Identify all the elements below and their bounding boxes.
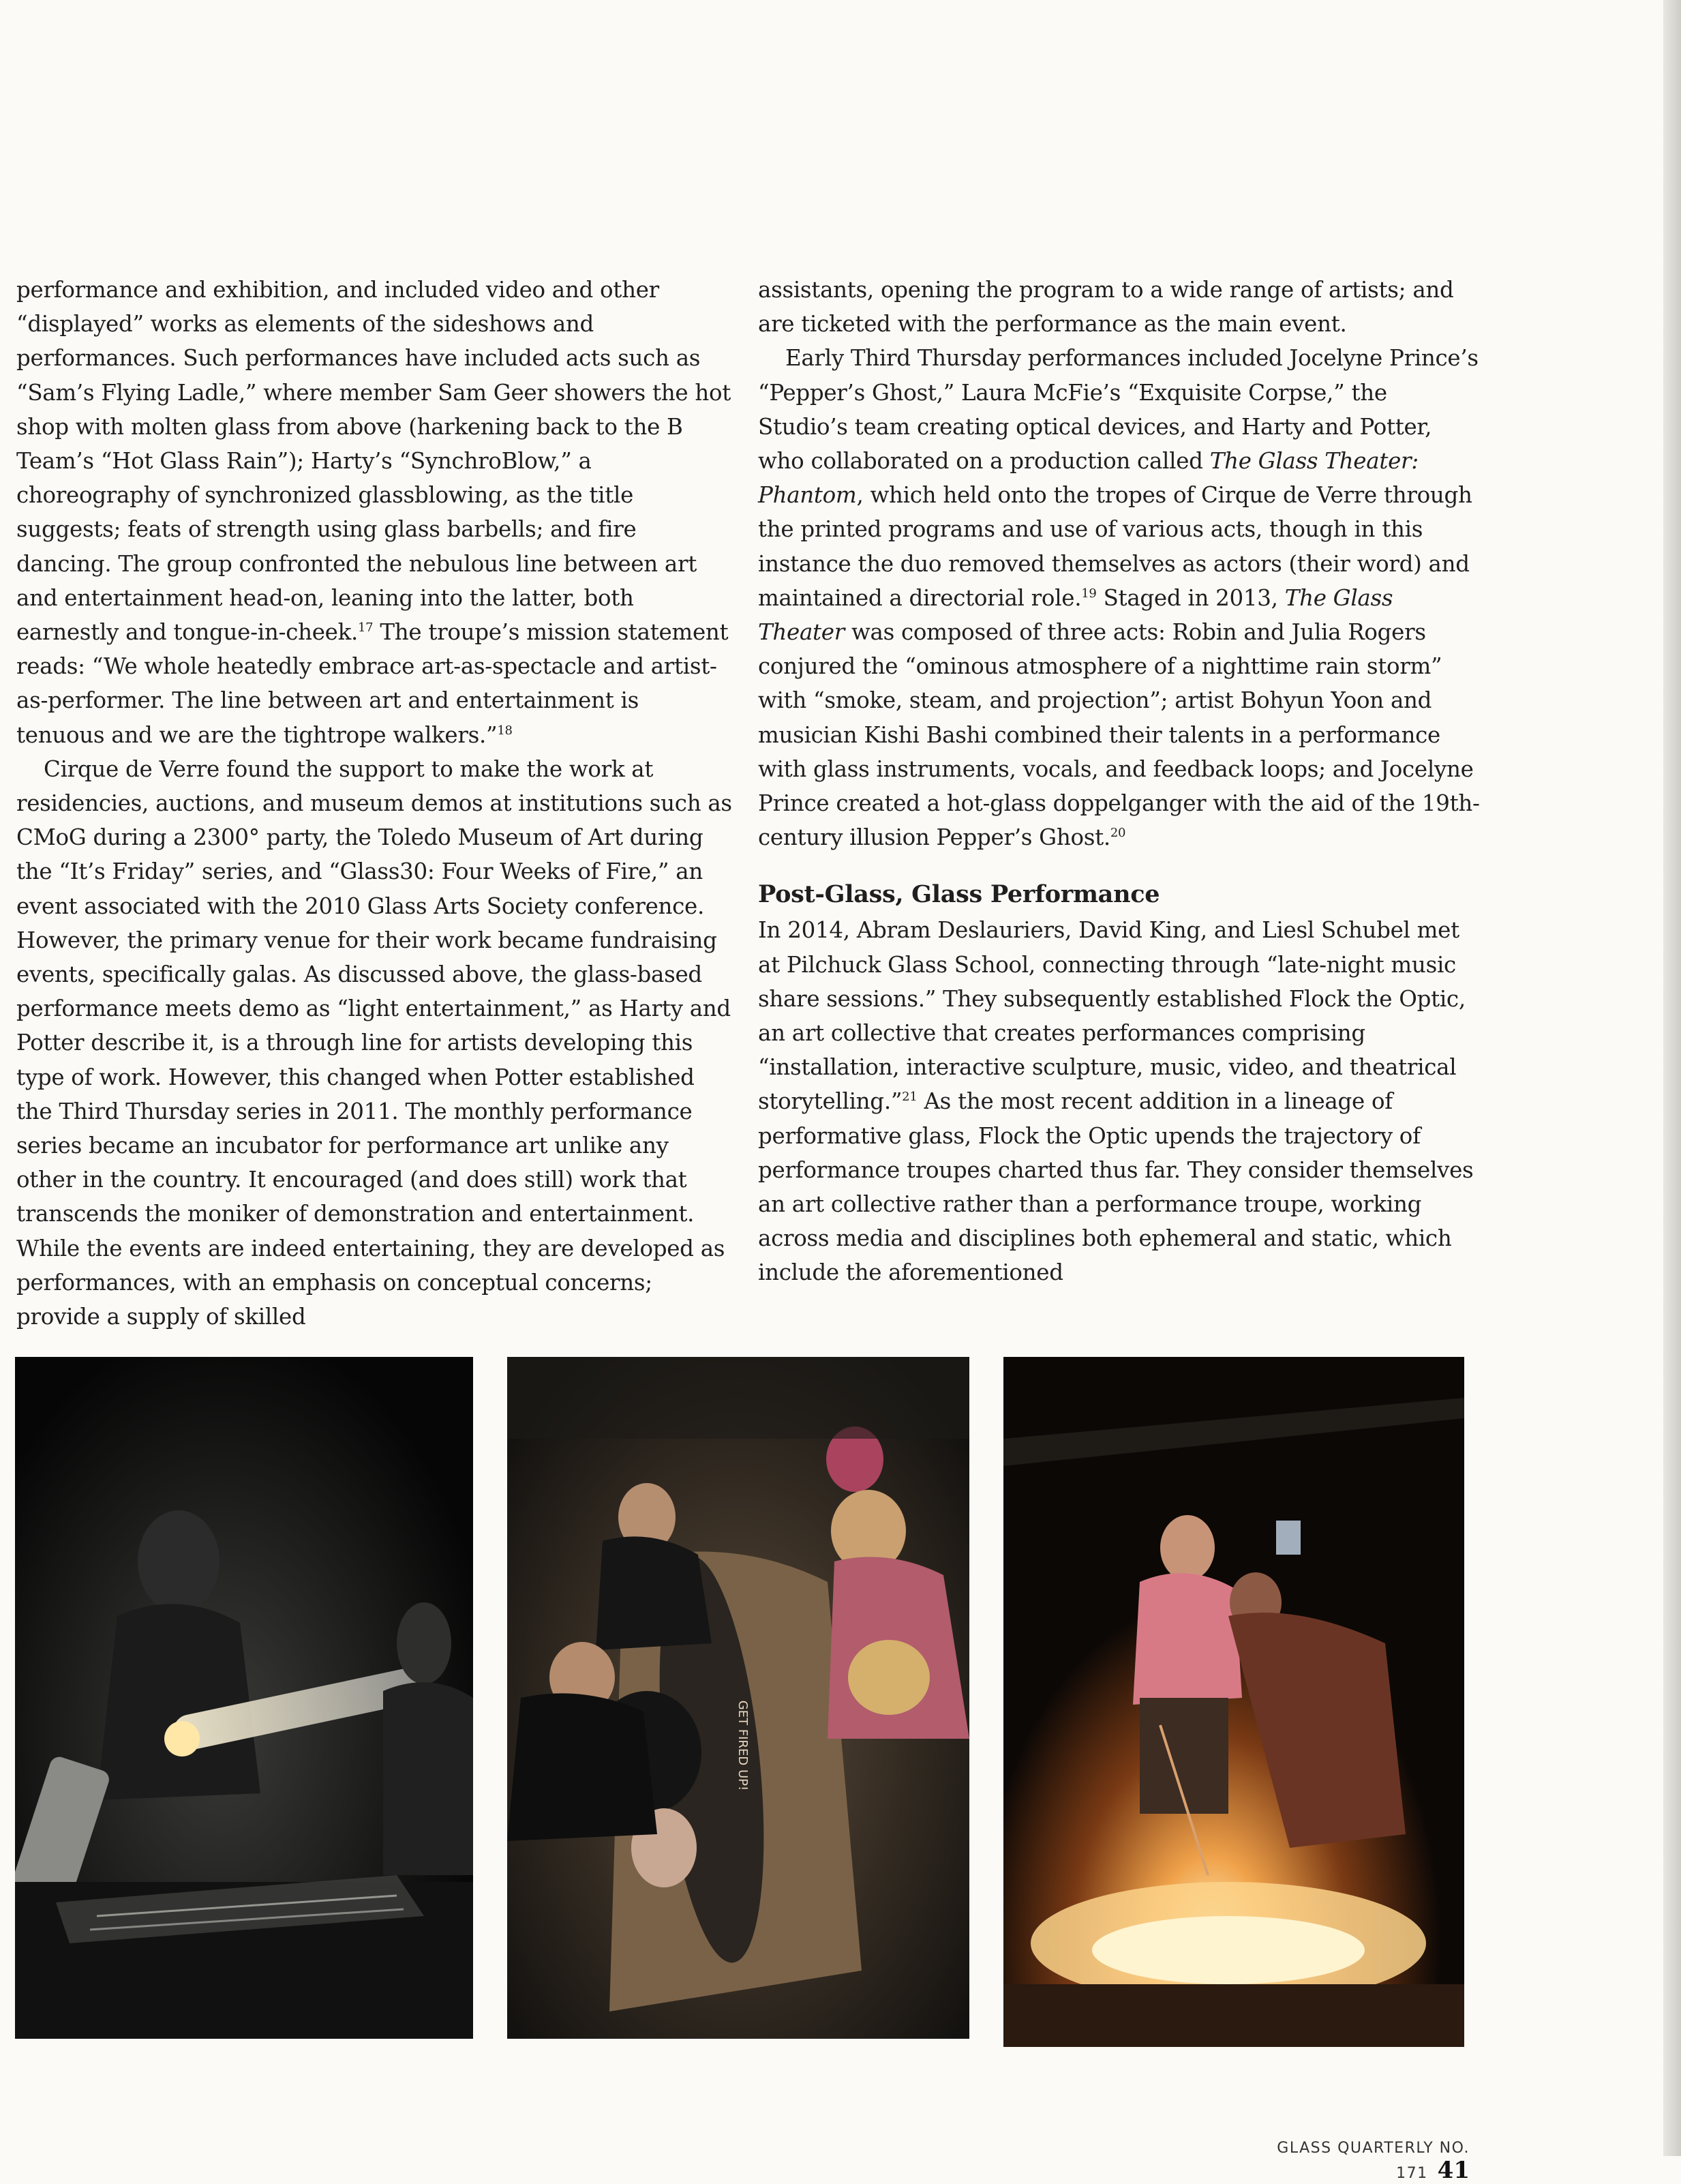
text-run: was composed of three acts: Robin and Julia Rogers conjured the “ominous atmosphere of a nighttime rain storm” with “smoke, steam, and projection”; artist Bohyun Yoon and musician Kishi Bashi combined their talents in a performance with glass instruments, vocals, and feedback loops; and Jocelyne Prince created a hot-glass doppelganger with the aid of the 19th-century illusion Pepper’s Ghost. (758, 619, 1480, 851)
footnote-ref: 20 (1110, 826, 1126, 841)
footnote-ref: 17 (358, 620, 374, 635)
work-title: The Glass Theater: Phantom (758, 448, 1419, 509)
work-title: The Glass Theater (758, 584, 1393, 646)
text-run: Early Third Thursday performances included Jocelyne Prince’s “Pepper’s Ghost,” Laura McFie’s “Exquisite Corpse,” the Studio’s team creating optical devices, and Harty and Potter, who collaborated on a production called (758, 345, 1479, 475)
shirt-print: GET FIRED UP! (736, 1700, 750, 1791)
section-heading: Post-Glass, Glass Performance (758, 880, 1160, 909)
article-column-left (16, 273, 732, 1334)
page-number: 41 (1437, 2157, 1470, 2184)
text-run: In 2014, Abram Deslauriers, David King, and Liesl Schubel met at Pilchuck Glass School, connecting through “late-night music share sessions.” They subsequently established Flock the Optic, an art collective that creates performances comprising “installation, interactive sculpture, music, video, and theatrical storytelling.” (758, 917, 1466, 1115)
photo-illustration (507, 1357, 969, 2039)
footnote-ref: 18 (497, 723, 513, 738)
text-run: Staged in 2013, (1096, 584, 1285, 611)
photo-group-sand-performance (507, 1357, 969, 2039)
paragraph: assistants, opening the program to a wide range of artists; and are ticketed with the performance as the main event. (758, 277, 1454, 338)
page-spine-shadow (1663, 0, 1681, 2156)
photo-illustration (15, 1357, 473, 2039)
article-column-right (758, 273, 1481, 1290)
paragraph (16, 273, 732, 752)
photo-illustration (1003, 1357, 1464, 2047)
publication-name: GLASS QUARTERLY NO. 171 (1277, 2140, 1470, 2182)
photo-glass-torch-performance (15, 1357, 473, 2039)
photo-molten-glass-pit (1003, 1357, 1464, 2047)
paragraph: Cirque de Verre found the support to make the work at residencies, auctions, and museum demos at institutions such as CMoG during a 2300° party, the Toledo Museum of Art during the “It’s Friday” series, and “Glass30: Four Weeks of Fire,” an event associated with the 2010 Glass Arts Society conference. However, the primary venue for their work became fundraising events, specifically galas. As discussed above, the glass-based performance meets demo as “light entertainment,” as Harty and Potter describe it, is a through line for artists developing this type of work. However, this changed when Potter established the Third Thursday series in 2011. The monthly performance series became an incubator for performance art unlike any other in the country. It encouraged (and does still) work that transcends the moniker of demonstration and entertainment. While the events are indeed entertaining, they are developed as performances, with an emphasis on conceptual concerns; provide a supply of skilled (16, 756, 732, 1330)
text-run: As the most recent addition in a lineage of performative glass, Flock the Optic upends the trajectory of performance troupes charted thus far. They consider themselves an art collective rather than a performance troupe, working across media and disciplines both ephemeral and static, which include the aforementioned (758, 1088, 1474, 1286)
page-footer (1200, 2140, 1470, 2184)
text-run: performance and exhibition, and included video and other “displayed” works as elements of the sideshows and performances. Such performances have included acts such as “Sam’s Flying Ladle,” where member Sam Geer showers the hot shop with molten glass from above (harkening back to the B Team’s “Hot Glass Rain”); Harty’s “SynchroBlow,” a choreography of synchronized glassblowing, as the title suggests; feats of strength using glass barbells; and fire dancing. The group confronted the nebulous line between art and entertainment head-on, leaning into the latter, both earnestly and tongue-in-cheek. (16, 277, 731, 646)
text-run: , which held onto the tropes of Cirque de Verre through the printed programs and use of various acts, though in this instance the duo removed themselves as actors (their word) and maintained a directorial role. (758, 482, 1472, 611)
paragraph (758, 341, 1481, 854)
footnote-ref: 19 (1081, 586, 1097, 601)
paragraph (758, 913, 1481, 1289)
text-run: The troupe’s mission statement reads: “We whole heatedly embrace art-as-spectacle and artist-as-performer. The line between art and entertainment is tenuous and we are the tightrope walkers.” (16, 619, 729, 748)
footnote-ref: 21 (902, 1090, 918, 1105)
